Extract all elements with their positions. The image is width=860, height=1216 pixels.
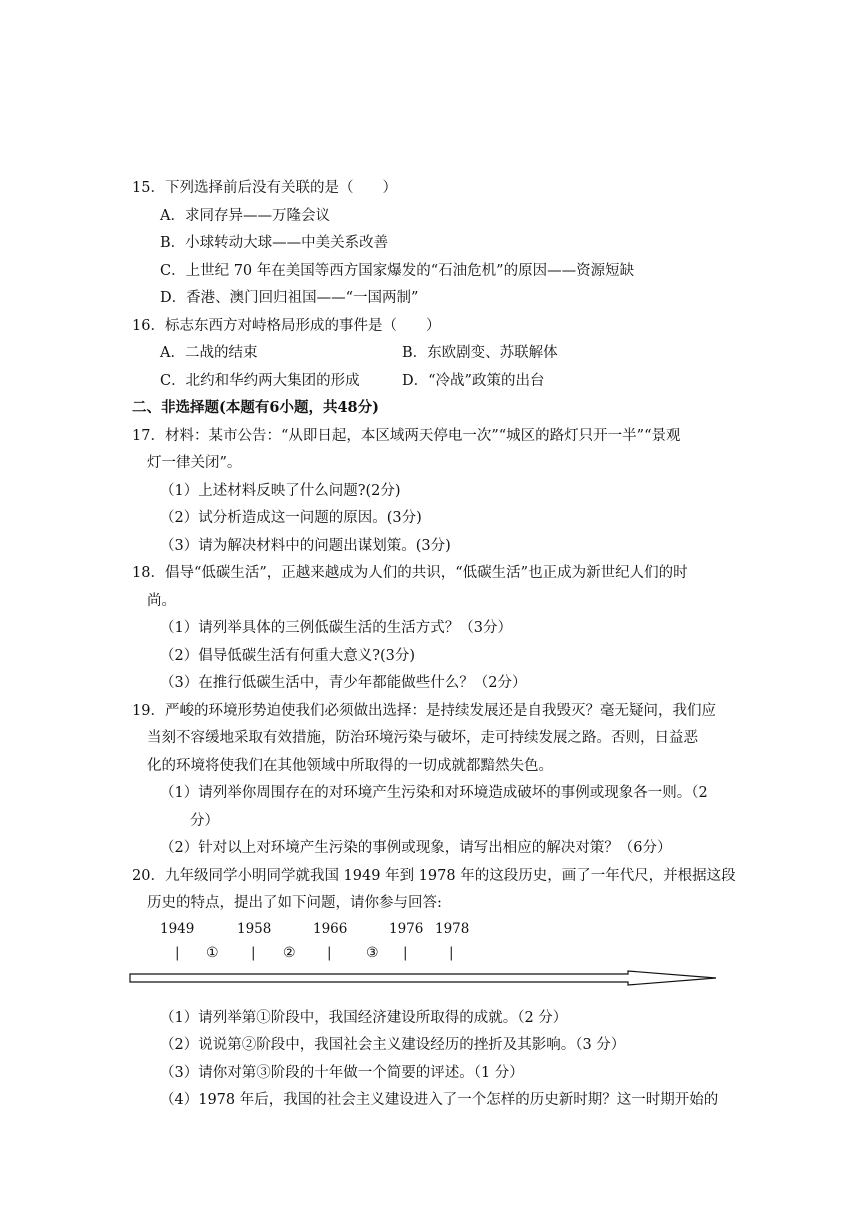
q16-option-b: B．东欧剧变、苏联解体 bbox=[402, 345, 558, 361]
q15-stem: 15．下列选择前后没有关联的是（ ） bbox=[132, 180, 397, 196]
q18-sub3: （3）在推行低碳生活中，青少年都能做些什么？（2分） bbox=[160, 675, 527, 691]
timeline-tick: | bbox=[251, 945, 256, 961]
q20-stem-line1: 20．九年级同学小明同学就我国 1949 年到 1978 年的这段历史，画了一年代尺，并根据这段 bbox=[132, 868, 736, 884]
q16-stem: 16．标志东西方对峙格局形成的事件是（ ） bbox=[132, 318, 441, 334]
q19-stem-line2: 当刻不容缓地采取有效措施，防治环境污染与破坏，走可持续发展之路。否则，日益恶 bbox=[147, 730, 698, 746]
timeline-stage-1: ① bbox=[206, 945, 219, 961]
q20-sub3: （3）请你对第③阶段的十年做一个简要的评述。（1 分） bbox=[160, 1065, 524, 1081]
timeline-tick: | bbox=[403, 945, 408, 961]
q16-option-d: D．“冷战”政策的出台 bbox=[402, 373, 545, 389]
q15-option-b: B．小球转动大球——中美关系改善 bbox=[160, 235, 389, 251]
section-title: 二、非选择题(本题有6小题，共48分) bbox=[132, 399, 379, 416]
q19-sub1-line1: （1）请列举你周围存在的对环境产生污染和对环境造成破坏的事例或现象各一则。（2 bbox=[160, 785, 708, 801]
q16-option-c: C．北约和华约两大集团的形成 bbox=[160, 373, 360, 389]
timeline-year-1976: 1976 bbox=[389, 921, 424, 937]
timeline-year-1978: 1978 bbox=[435, 921, 470, 937]
q15-option-c: C．上世纪 70 年在美国等西方国家爆发的“石油危机”的原因——资源短缺 bbox=[160, 263, 635, 279]
q19-sub1-line2: 分） bbox=[190, 813, 219, 829]
q19-stem-line3: 化的环境将使我们在其他领域中所取得的一切成就都黯然失色。 bbox=[147, 758, 553, 774]
timeline-tick: | bbox=[175, 945, 180, 961]
q20-sub1: （1）请列举第①阶段中，我国经济建设所取得的成就。（2 分） bbox=[160, 1010, 568, 1026]
q19-stem-line1: 19．严峻的环境形势迫使我们必须做出选择：是持续发展还是自我毁灭？毫无疑问，我们应 bbox=[132, 703, 716, 719]
q15-option-a: A．求同存异——万隆会议 bbox=[160, 208, 330, 224]
q20-sub4: （4）1978 年后，我国的社会主义建设进入了一个怎样的历史新时期？这一时期开始的 bbox=[160, 1092, 719, 1108]
timeline-year-1966: 1966 bbox=[313, 921, 348, 937]
q17-stem-line1: 17．材料：某市公告：“从即日起，本区域两天停电一次”“城区的路灯只开一半”“景观 bbox=[132, 428, 681, 444]
q19-sub2: （2）针对以上对环境产生污染的事例或现象，请写出相应的解决对策？（6分） bbox=[160, 840, 672, 856]
timeline-stage-2: ② bbox=[283, 945, 296, 961]
q17-sub3: （3）请为解决材料中的问题出谋划策。(3分) bbox=[160, 538, 451, 554]
q16-option-a: A．二战的结束 bbox=[160, 345, 258, 361]
q15-option-d: D．香港、澳门回归祖国——“一国两制” bbox=[160, 290, 419, 306]
q18-sub1: （1）请列举具体的三例低碳生活的生活方式？（3分） bbox=[160, 620, 512, 636]
q18-sub2: （2）倡导低碳生活有何重大意义?(3分) bbox=[160, 648, 416, 664]
timeline-tick: | bbox=[327, 945, 332, 961]
q20-sub2: （2）说说第②阶段中，我国社会主义建设经历的挫折及其影响。（3 分） bbox=[160, 1037, 626, 1053]
timeline-arrow bbox=[128, 970, 720, 986]
timeline-year-1949: 1949 bbox=[160, 921, 195, 937]
q17-sub2: （2）试分析造成这一问题的原因。(3分) bbox=[160, 510, 422, 526]
q17-stem-line2: 灯一律关闭”。 bbox=[147, 455, 242, 471]
q17-sub1: （1）上述材料反映了什么问题?(2分) bbox=[160, 483, 401, 499]
timeline-year-1958: 1958 bbox=[237, 921, 272, 937]
q20-stem-line2: 历史的特点，提出了如下问题，请你参与回答: bbox=[147, 895, 442, 911]
timeline-stage-3: ③ bbox=[366, 945, 379, 961]
q18-stem-line1: 18．倡导“低碳生活”，正越来越成为人们的共识，“低碳生活”也正成为新世纪人们的时 bbox=[132, 565, 688, 581]
timeline-tick: | bbox=[449, 945, 454, 961]
q18-stem-line2: 尚。 bbox=[147, 593, 176, 609]
